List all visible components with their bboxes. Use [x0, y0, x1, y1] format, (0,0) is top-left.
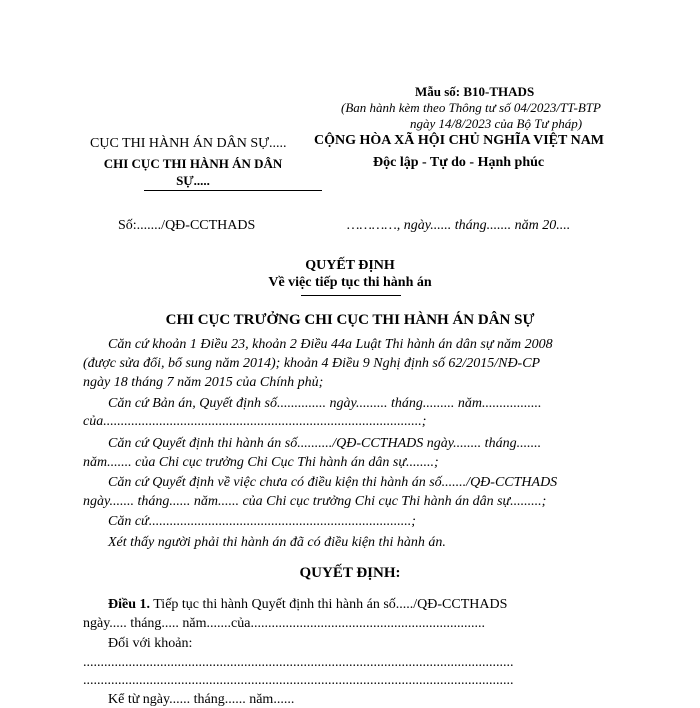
left-header-underline: [144, 190, 322, 191]
basis-line: của...........................................................................................;: [83, 414, 427, 429]
basis-line: Căn cứ...........................................................................;: [108, 514, 416, 529]
place-date: …………, ngày...... tháng....... năm 20....: [347, 218, 571, 233]
issuing-authority: CHI CỤC TRƯỞNG CHI CỤC THI HÀNH ÁN DÂN SỰ: [165, 312, 535, 328]
document-number: Số:......./QĐ-CCTHADS: [118, 218, 256, 233]
basis-line: năm....... của Chi cục trưởng Chi Cục Thi hành án dân sự........;: [83, 455, 439, 470]
decision-heading: QUYẾT ĐỊNH:: [299, 565, 401, 581]
form-issued-line2: ngày 14/8/2023 của Bộ Tư pháp): [410, 116, 583, 131]
basis-line: ngày....... tháng...... năm...... của Chi cục trưởng Chi cục Thi hành án dân sự.........;: [83, 494, 547, 509]
subagency-line2: SỰ.....: [176, 173, 210, 188]
article1-line2: ngày..... tháng..... năm.......của...................................................................: [83, 616, 485, 631]
title-underline: [301, 295, 401, 296]
article1-line1: [108, 597, 507, 613]
subagency-line1: CHI CỤC THI HÀNH ÁN DÂN: [103, 156, 283, 171]
basis-line: Xét thấy người phải thi hành án đã có điều kiện thi hành án.: [108, 535, 446, 550]
article1-line6: Kể từ ngày...... tháng...... năm......: [108, 692, 295, 707]
form-issued-line1: (Ban hành kèm theo Thông tư số 04/2023/TT-BTP: [341, 100, 601, 115]
basis-line: Căn cứ khoản 1 Điều 23, khoản 2 Điều 44a Luật Thi hành án dân sự năm 2008: [108, 337, 553, 352]
motto: Độc lập - Tự do - Hạnh phúc: [373, 155, 545, 170]
form-code: Mẫu số: B10-THADS: [415, 84, 535, 99]
article1-dots1: ...........................................................................................................................: [83, 655, 514, 670]
basis-line: (được sửa đổi, bổ sung năm 2014); khoản 4 Điều 9 Nghị định số 62/2015/NĐ-CP: [83, 356, 541, 371]
document-title: QUYẾT ĐỊNH: [305, 258, 395, 273]
basis-line: Căn cứ Quyết định thi hành án số........../QĐ-CCTHADS ngày........ tháng.......: [108, 436, 542, 451]
basis-line: Căn cứ Quyết định về việc chưa có điều kiện thi hành án số......./QĐ-CCTHADS: [108, 475, 558, 490]
article1-text: Tiếp tục thi hành Quyết định thi hành án số...../QĐ-CCTHADS: [150, 597, 508, 612]
article1-line3: Đối với khoản:: [108, 636, 193, 651]
article1-dots2: ...........................................................................................................................: [83, 673, 514, 688]
agency-name: CỤC THI HÀNH ÁN DÂN SỰ.....: [90, 136, 287, 151]
basis-line: Căn cứ Bản án, Quyết định số.............. ngày......... tháng......... năm.................: [108, 396, 542, 411]
basis-line: ngày 18 tháng 7 năm 2015 của Chính phủ;: [83, 375, 324, 390]
document-subject: Về việc tiếp tục thi hành án: [268, 275, 432, 290]
article1-label: Điều 1.: [108, 597, 150, 612]
nation-name: CỘNG HÒA XÃ HỘI CHỦ NGHĨA VIỆT NAM: [314, 133, 605, 148]
